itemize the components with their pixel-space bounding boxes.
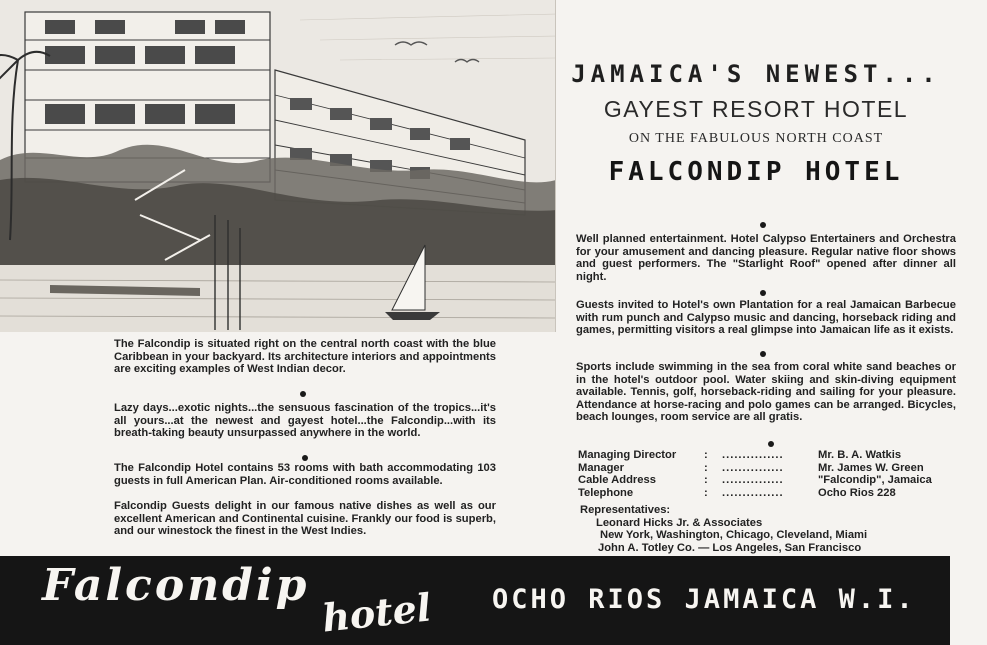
contact-leader: ...............: [722, 486, 784, 499]
contact-value: Mr. B. A. Watkis: [818, 449, 902, 461]
bullet-dot: [768, 441, 774, 447]
contact-label: Managing Director: [578, 449, 677, 461]
headline-newest: JAMAICA'S NEWEST...: [571, 60, 941, 88]
paragraph-sports: Sports include swimming in the sea from coral white sand beaches or in the hotel's outdoor pool. Water skiing and skin-diving equipment available. Tennis, golf, horseback-riding and sailing for your pleasure. Attendance at horse-racing and polo games can be arranged. Bicycles, beach lounges, room service are all gratis.: [576, 361, 956, 424]
headline-hotel-name: FALCONDIP HOTEL: [608, 157, 904, 187]
contact-row: [578, 462, 958, 475]
location-text: OCHO RIOS JAMAICA W.I.: [492, 584, 916, 615]
headline-gayest: GAYEST RESORT HOTEL: [603, 96, 909, 122]
bullet-dot: [300, 391, 306, 397]
contact-leader: ...............: [722, 461, 784, 474]
paragraph-situated: The Falcondip is situated right on the central north coast with the blue Caribbean in your backyard. Its architecture interiors and appointments are exciting examples of West Indian decor.: [114, 338, 496, 376]
contact-leader: ...............: [722, 474, 784, 487]
headline-north-coast: ON THE FABULOUS NORTH COAST: [628, 131, 884, 146]
paragraph-entertainment: Well planned entertainment. Hotel Calypso Entertainers and Orchestra for your amusement and dancing pleasure. Regular native floor shows and guest performers. The "Starlight Roof" opened after dinner all night.: [576, 233, 956, 283]
bullet-dot: [302, 455, 308, 461]
contact-row: [578, 449, 958, 462]
bullet-dot: [760, 290, 766, 296]
contact-value: Ocho Rios 228: [818, 486, 896, 499]
representatives-heading: Representatives:: [580, 504, 671, 516]
brand-script-hotel: hotel: [319, 584, 434, 641]
contact-label: Cable Address: [578, 474, 656, 487]
contact-colon: :: [704, 449, 708, 461]
paragraph-lazy-days: Lazy days...exotic nights...the sensuous fascination of the tropics...it's all yours...at the newest and gayest hotel...the Falcondip...with its breath-taking beauty unsurpassed anywhere in the world.: [114, 402, 496, 440]
contact-label: Manager: [578, 461, 625, 474]
contact-value: "Falcondip", Jamaica: [818, 474, 932, 487]
contact-value: Mr. James W. Green: [818, 461, 924, 474]
contact-label: Telephone: [578, 486, 634, 499]
hotel-illustration: [0, 0, 556, 332]
bullet-dot: [760, 222, 766, 228]
paragraph-cuisine: Falcondip Guests delight in our famous native dishes as well as our excellent American and Continental cuisine. Frankly our food is superb, and our winestock the finest in the West Indies.: [114, 500, 496, 538]
representative-line: John A. Totley Co. — Los Angeles, San Francisco: [598, 541, 862, 554]
contact-colon: :: [704, 461, 708, 474]
paragraph-rooms: The Falcondip Hotel contains 53 rooms with bath accommodating 103 guests in full American Plan. Air-conditioned rooms available.: [114, 462, 496, 487]
paragraph-plantation: Guests invited to Hotel's own Plantation for a real Jamaican Barbecue with rum punch and Calypso music and dancing, horseback riding and games, permitting visitors a real glimpse into Jamaican life as it exists.: [576, 299, 956, 337]
representative-line: Leonard Hicks Jr. & Associates: [596, 516, 763, 529]
contact-row: [578, 474, 958, 487]
hotel-sketch: [0, 0, 556, 332]
footer-banner: [0, 556, 950, 645]
contact-row: [578, 487, 958, 500]
brand-wordmark: Falcondip: [42, 560, 310, 611]
contact-colon: :: [704, 474, 708, 487]
bullet-dot: [760, 351, 766, 357]
contacts-table: [578, 449, 958, 499]
representatives-block: [580, 504, 960, 554]
contact-leader: ...............: [722, 449, 784, 461]
contact-colon: :: [704, 486, 708, 499]
representative-line: New York, Washington, Chicago, Cleveland, Miami: [600, 529, 868, 542]
headline-block: [556, 60, 956, 187]
